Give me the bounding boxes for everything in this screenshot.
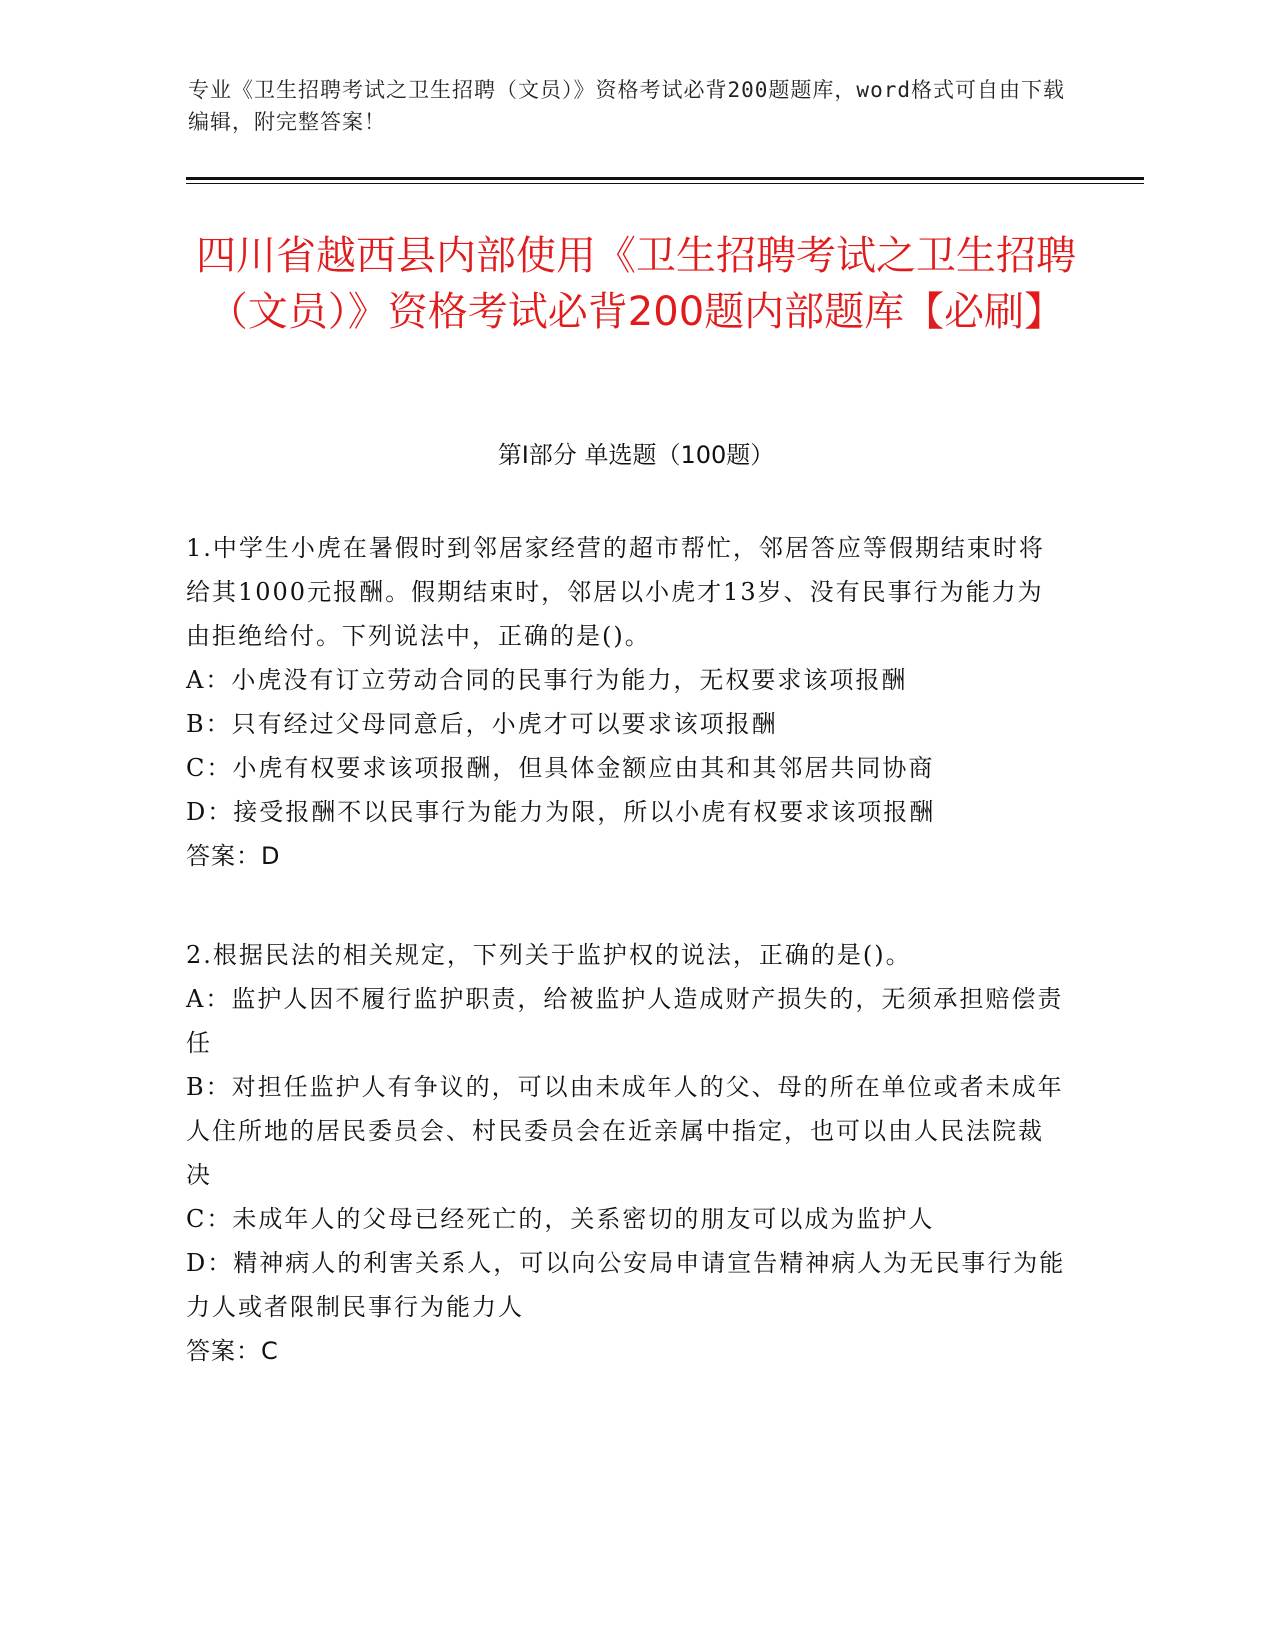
- answer-line: 答案：D: [186, 842, 281, 870]
- option-c: C：小虎有权要求该项报酬，但具体金额应由其和其邻居共同协商: [186, 754, 935, 782]
- option-a: A：监护人因不履行监护职责，给被监护人造成财产损失的，无须承担赔偿责任: [186, 985, 1064, 1057]
- header-rule-thin: [186, 183, 1144, 184]
- option-c: C：未成年人的父母已经死亡的，关系密切的朋友可以成为监护人: [186, 1205, 935, 1233]
- option-b: B：只有经过父母同意后，小虎才可以要求该项报酬: [186, 710, 778, 738]
- question-1: [186, 526, 1066, 878]
- document-title: 四川省越西县内部使用《卫生招聘考试之卫生招聘（文员）》资格考试必背200题内部题库【必刷】: [196, 233, 1076, 335]
- option-a: A：小虎没有订立劳动合同的民事行为能力，无权要求该项报酬: [186, 666, 908, 694]
- header-rule-thick: [186, 177, 1144, 180]
- section-heading: 第I部分 单选题（100题）: [497, 441, 775, 469]
- option-d: D：精神病人的利害关系人，可以向公安局申请宣告精神病人为无民事行为能力人或者限制民事行为能力人: [186, 1249, 1066, 1321]
- question-stem: 1.中学生小虎在暑假时到邻居家经营的超市帮忙，邻居答应等假期结束时将给其1000元报酬。假期结束时，邻居以小虎才13岁、没有民事行为能力为由拒绝给付。下列说法中，正确的是()。: [186, 534, 1045, 650]
- question-stem: 2.根据民法的相关规定，下列关于监护权的说法，正确的是()。: [186, 941, 912, 969]
- header-note: 专业《卫生招聘考试之卫生招聘（文员）》资格考试必背200题题库，word格式可自由下载编辑，附完整答案！: [188, 78, 1065, 134]
- option-d: D：接受报酬不以民事行为能力为限，所以小虎有权要求该项报酬: [186, 798, 936, 826]
- option-b: B：对担任监护人有争议的，可以由未成年人的父、母的所在单位或者未成年人住所地的居民委员会、村民委员会在近亲属中指定，也可以由人民法院裁决: [186, 1073, 1064, 1189]
- question-2: [186, 933, 1066, 1373]
- answer-line: 答案：C: [186, 1337, 279, 1365]
